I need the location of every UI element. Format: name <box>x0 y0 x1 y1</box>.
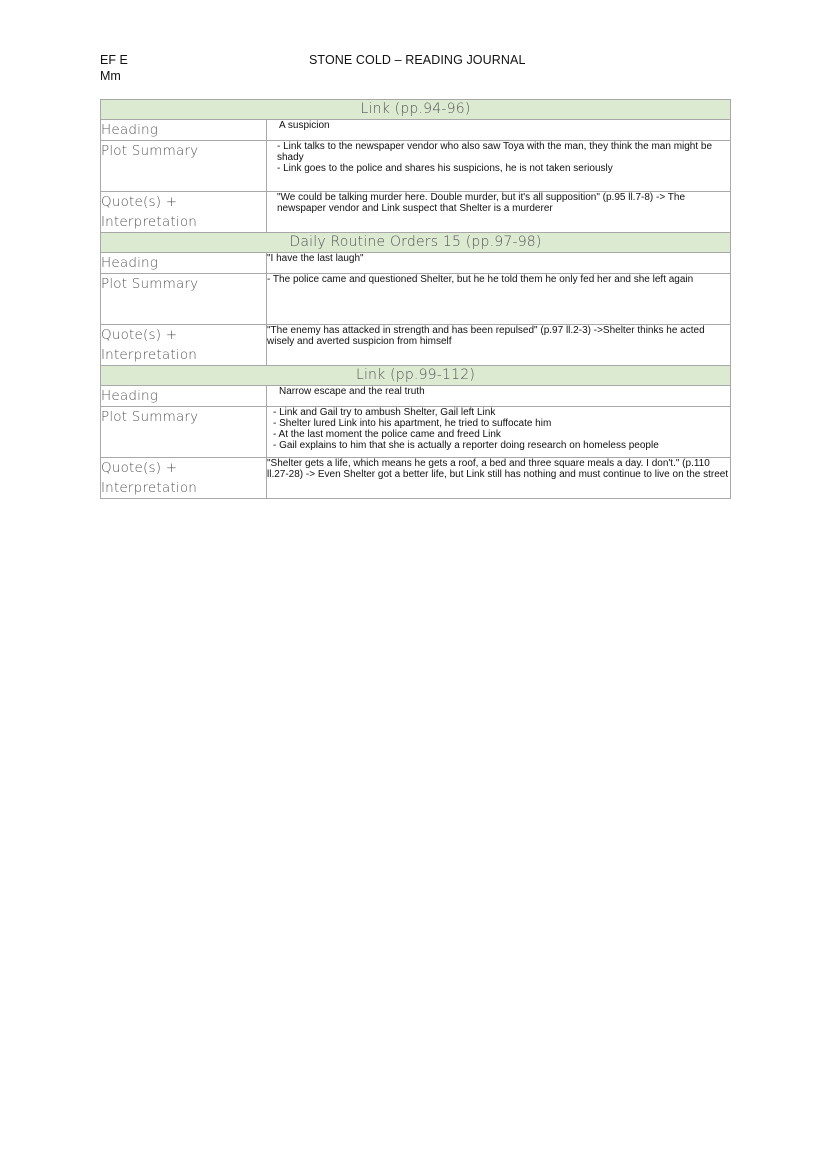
reading-journal-table <box>100 99 731 499</box>
plot-summary-value <box>267 141 731 192</box>
plot-point: - The police came and questioned Shelter, but he he told them he only fed her and she left again <box>267 274 694 285</box>
plot-summary-label: Plot Summary <box>101 407 267 458</box>
plot-summary-row <box>101 407 731 458</box>
quote-value: "Shelter gets a life, which means he gets a roof, a bed and three square meals a day. I don't." (p.110 ll.27-28) -> Even Shelter got a better life, but Link still has nothing and must continue to live on the street <box>267 458 731 499</box>
quote-label <box>101 325 267 366</box>
quote-row <box>101 325 731 366</box>
quote-label-line-1: Quote(s) + <box>101 327 178 343</box>
author-line-1: EF E <box>100 53 128 67</box>
plot-summary-value <box>267 407 731 458</box>
heading-label: Heading <box>101 253 267 274</box>
plot-summary-label: Plot Summary <box>101 141 267 192</box>
heading-value: "I have the last laugh" <box>267 253 731 274</box>
plot-point: - Link goes to the police and shares his suspicions, he is not taken seriously <box>277 163 613 174</box>
section-header-row <box>101 100 731 120</box>
plot-point: - Shelter lured Link into his apartment, he tried to suffocate him <box>273 418 552 429</box>
plot-point: - Link talks to the newspaper vendor who also saw Toya with the man, they think the man might be shady <box>277 141 713 163</box>
section-header-row <box>101 366 731 386</box>
plot-point: - Link and Gail try to ambush Shelter, Gail left Link <box>273 407 496 418</box>
page-title: STONE COLD – READING JOURNAL <box>309 53 526 67</box>
quote-label-line-2: Interpretation <box>101 347 198 363</box>
heading-value: Narrow escape and the real truth <box>267 386 731 407</box>
heading-label: Heading <box>101 120 267 141</box>
heading-row <box>101 120 731 141</box>
heading-value: A suspicion <box>267 120 731 141</box>
quote-value: "The enemy has attacked in strength and has been repulsed" (p.97 ll.2-3) ->Shelter thinks he acted wisely and averted suspicion from himself <box>267 325 731 366</box>
section-title: Link (pp.94-96) <box>101 100 731 120</box>
heading-row <box>101 253 731 274</box>
plot-summary-row <box>101 274 731 325</box>
author-initials <box>100 52 128 84</box>
section-title: Daily Routine Orders 15 (pp.97-98) <box>101 233 731 253</box>
author-line-2: Mm <box>100 69 121 83</box>
heading-label: Heading <box>101 386 267 407</box>
quote-label <box>101 458 267 499</box>
plot-point: - Gail explains to him that she is actually a reporter doing research on homeless people <box>273 440 659 451</box>
quote-row <box>101 192 731 233</box>
quote-label <box>101 192 267 233</box>
plot-summary-value <box>267 274 731 325</box>
quote-label-line-1: Quote(s) + <box>101 194 178 210</box>
quote-label-line-2: Interpretation <box>101 214 198 230</box>
plot-summary-row <box>101 141 731 192</box>
quote-value: "We could be talking murder here. Double murder, but it's all supposition" (p.95 ll.7-8) -> The newspaper vendor and Link suspect that Shelter is a murderer <box>267 192 731 233</box>
section-header-row <box>101 233 731 253</box>
plot-summary-label: Plot Summary <box>101 274 267 325</box>
heading-row <box>101 386 731 407</box>
section-title: Link (pp.99-112) <box>101 366 731 386</box>
plot-point: - At the last moment the police came and freed Link <box>273 429 501 440</box>
quote-row <box>101 458 731 499</box>
quote-label-line-2: Interpretation <box>101 480 198 496</box>
quote-label-line-1: Quote(s) + <box>101 460 178 476</box>
